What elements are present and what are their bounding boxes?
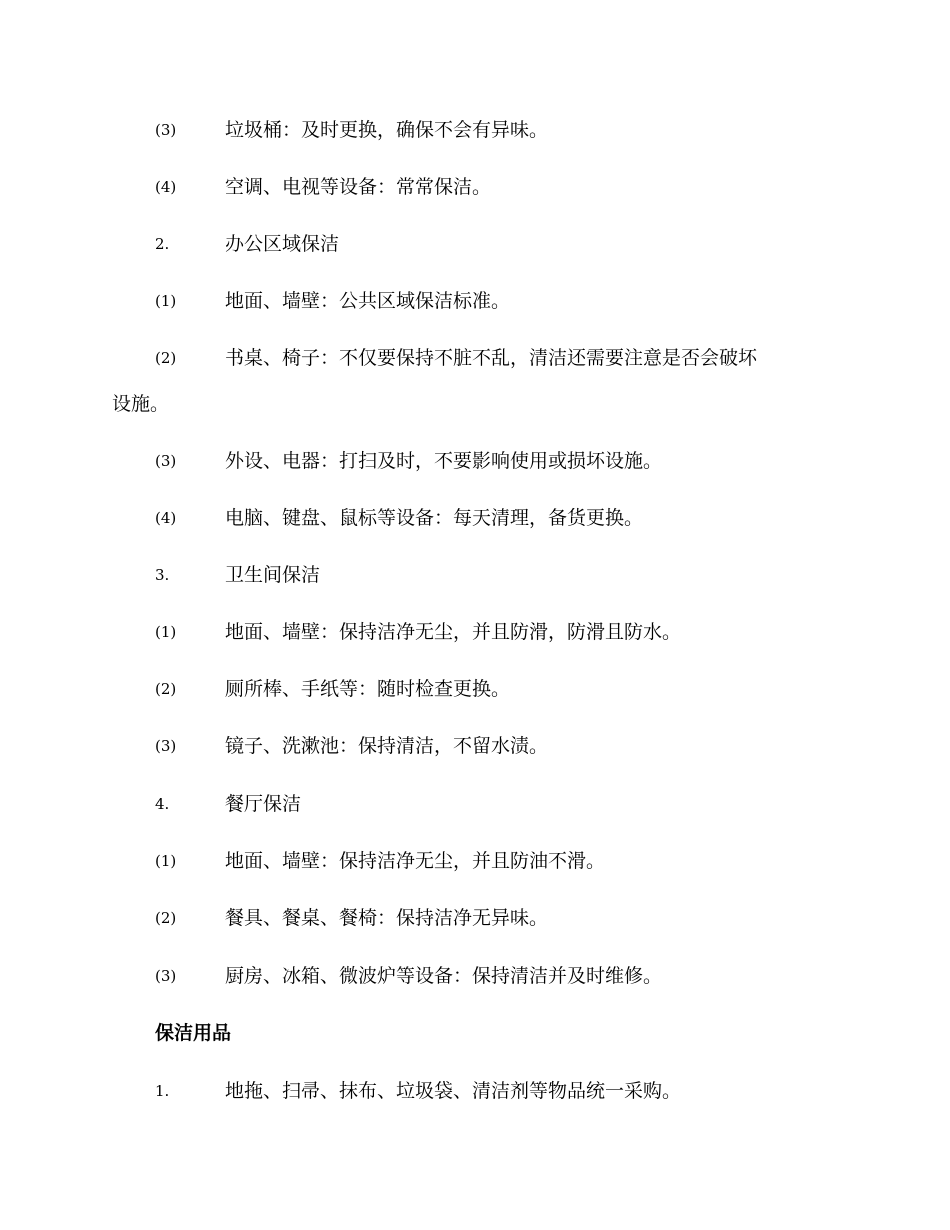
list-text-continuation: 设施。 xyxy=(112,393,170,415)
list-marker: 1. xyxy=(155,1082,170,1100)
list-text: 镜子、洗漱池：保持清洁，不留水渍。 xyxy=(225,735,549,757)
list-marker: (4) xyxy=(155,178,177,196)
section-title: 卫生间保洁 xyxy=(225,564,321,586)
list-marker: (1) xyxy=(155,623,177,641)
list-text: 电脑、键盘、鼠标等设备：每天清理，备货更换。 xyxy=(225,507,644,529)
list-item xyxy=(0,731,950,761)
list-item xyxy=(0,229,950,259)
list-item xyxy=(0,115,950,145)
list-text: 厕所棒、手纸等：随时检查更换。 xyxy=(225,678,511,700)
list-item xyxy=(0,674,950,704)
list-text: 外设、电器：打扫及时，不要影响使用或损坏设施。 xyxy=(225,450,663,472)
section-title: 办公区域保洁 xyxy=(225,233,340,255)
section-title: 餐厅保洁 xyxy=(225,793,302,815)
list-text: 地面、墙壁：保持洁净无尘，并且防滑，防滑且防水。 xyxy=(225,621,682,643)
list-marker: (2) xyxy=(155,349,177,367)
list-item xyxy=(0,343,950,373)
list-marker: (3) xyxy=(155,121,177,139)
list-item xyxy=(0,903,950,933)
list-item xyxy=(0,789,950,819)
list-item xyxy=(0,846,950,876)
list-item xyxy=(0,286,950,316)
list-marker: (3) xyxy=(155,452,177,470)
list-marker: (3) xyxy=(155,737,177,755)
list-text: 地拖、扫帚、抹布、垃圾袋、清洁剂等物品统一采购。 xyxy=(225,1080,682,1102)
list-item xyxy=(0,617,950,647)
list-marker: 3. xyxy=(155,566,170,584)
list-item xyxy=(0,1076,950,1106)
list-marker: (1) xyxy=(155,852,177,870)
list-marker: (4) xyxy=(155,509,177,527)
list-text: 餐具、餐桌、餐椅：保持洁净无异味。 xyxy=(225,907,549,929)
list-item-continuation xyxy=(0,389,950,419)
list-text: 地面、墙壁：公共区域保洁标准。 xyxy=(225,290,511,312)
list-marker: (1) xyxy=(155,292,177,310)
section-heading: 保洁用品 xyxy=(155,1022,232,1044)
list-item xyxy=(0,961,950,991)
list-item xyxy=(0,172,950,202)
list-item xyxy=(0,446,950,476)
list-marker: (2) xyxy=(155,680,177,698)
list-text: 空调、电视等设备：常常保洁。 xyxy=(225,176,492,198)
list-marker: (2) xyxy=(155,909,177,927)
list-marker: 2. xyxy=(155,235,170,253)
list-marker: 4. xyxy=(155,795,170,813)
list-marker: (3) xyxy=(155,967,177,985)
list-text: 书桌、椅子：不仅要保持不脏不乱，清洁还需要注意是否会破坏 xyxy=(225,347,758,369)
section-heading-row xyxy=(0,1018,950,1048)
list-text: 垃圾桶：及时更换，确保不会有异味。 xyxy=(225,119,549,141)
list-item xyxy=(0,560,950,590)
list-item xyxy=(0,503,950,533)
list-text: 厨房、冰箱、微波炉等设备：保持清洁并及时维修。 xyxy=(225,965,663,987)
list-text: 地面、墙壁：保持洁净无尘，并且防油不滑。 xyxy=(225,850,606,872)
